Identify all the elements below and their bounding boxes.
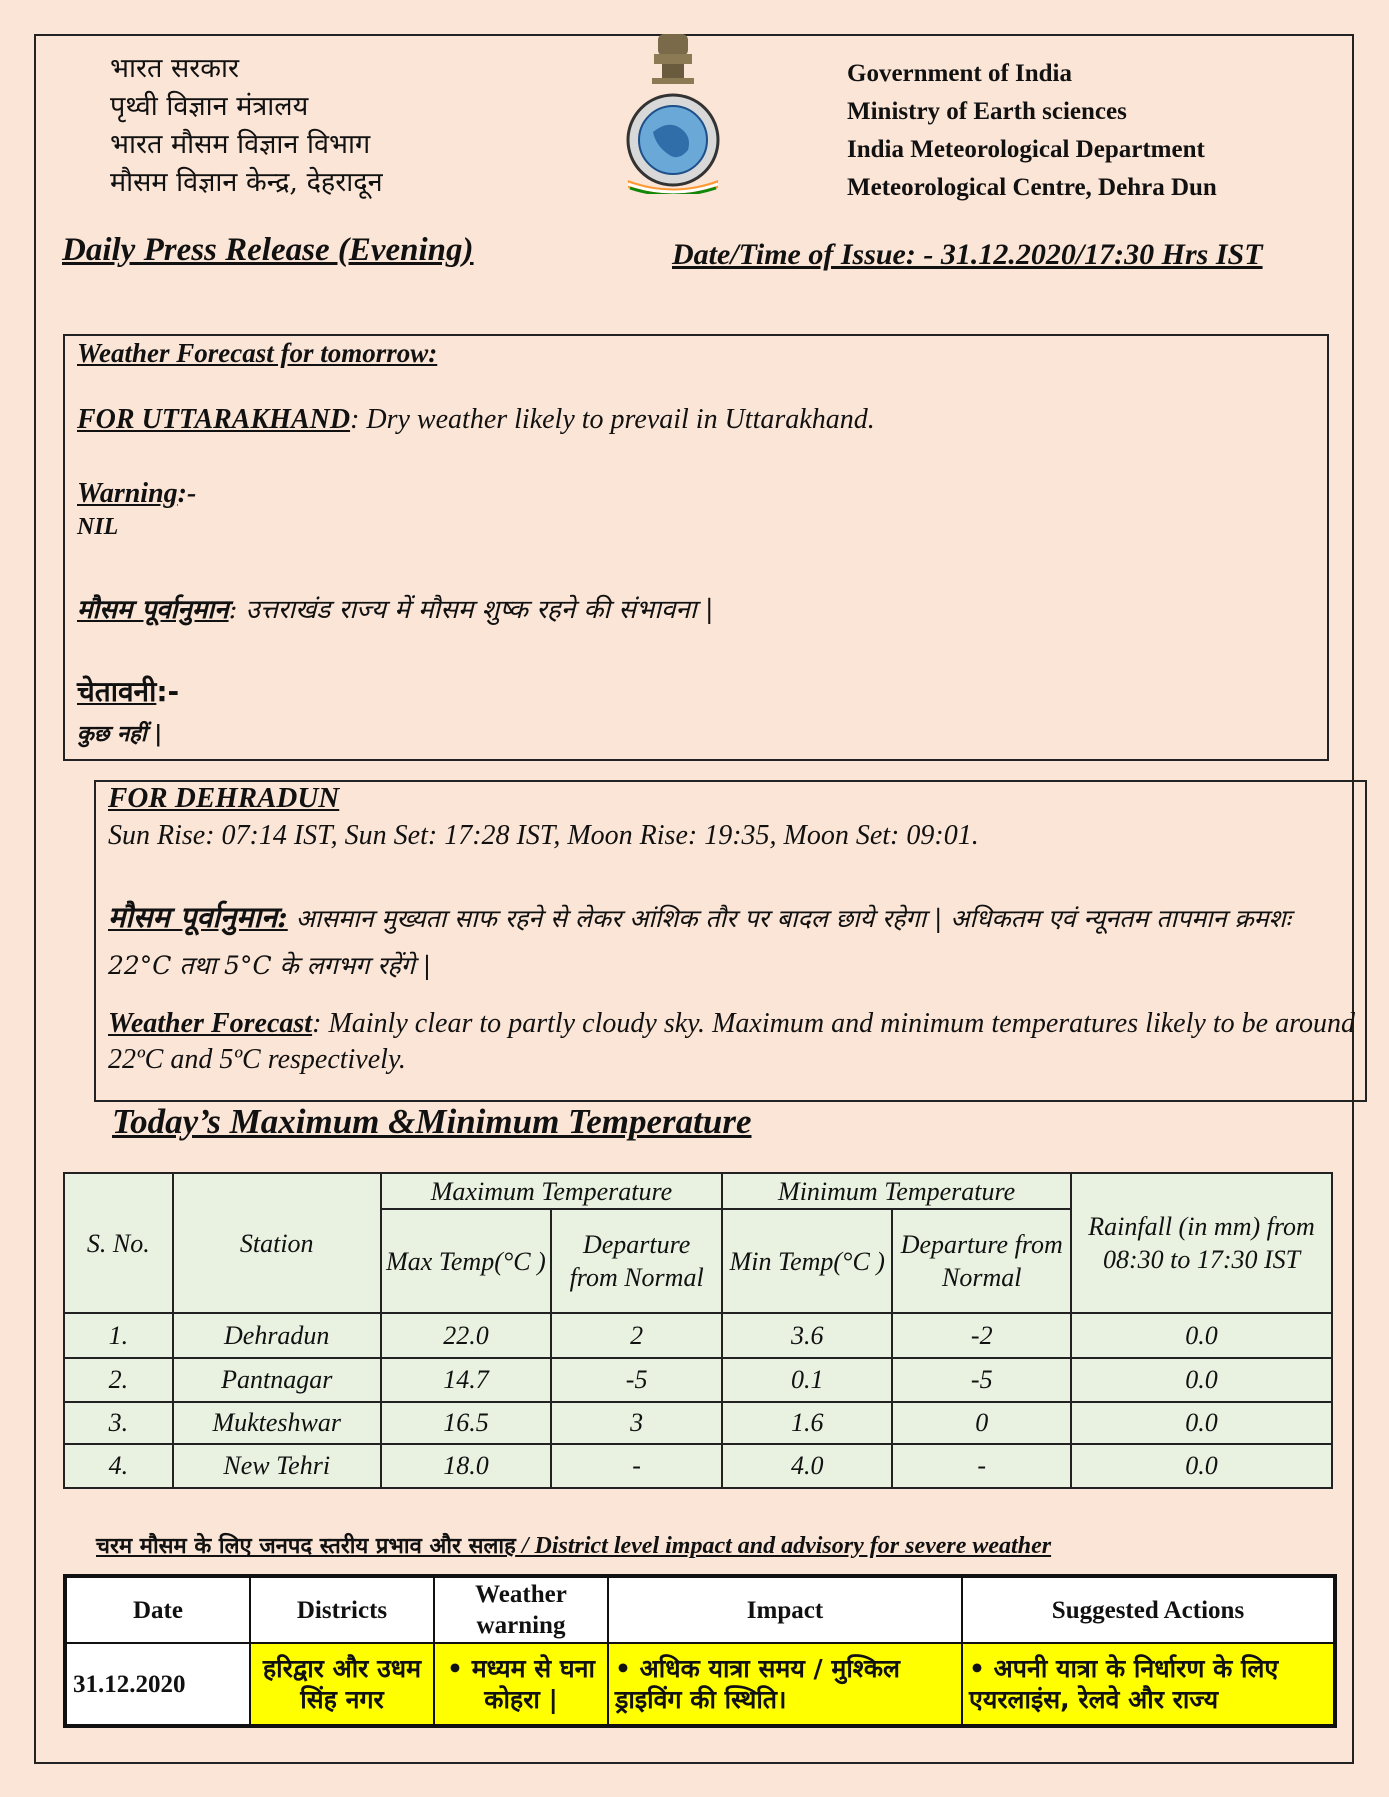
adv-cell-actions: • अपनी यात्रा के निर्धारण के लिए एयरलाइंस, रेलवे और राज्य xyxy=(962,1643,1335,1726)
cell-min-departure: 0 xyxy=(892,1402,1071,1444)
col-header-rainfall: Rainfall (in mm) from 08:30 to 17:30 IST xyxy=(1071,1173,1332,1313)
advisory-title-english: / District level impact and advisory for severe weather xyxy=(515,1533,1052,1559)
adv-cell-date: 31.12.2020 xyxy=(65,1643,250,1726)
hindi-warning-value: कुछ नहीं | xyxy=(77,721,163,747)
sun-moon-times: Sun Rise: 07:14 IST, Sun Set: 17:28 IST, Moon Rise: 19:35, Moon Set: 09:01. xyxy=(108,820,979,851)
col-header-min-group: Minimum Temperature xyxy=(722,1173,1071,1209)
advisory-title-hindi: चरम मौसम के लिए जनपद स्तरीय प्रभाव और सलाह xyxy=(96,1534,516,1559)
header-hindi-line: भारत सरकार xyxy=(110,53,240,84)
header-hindi-line: मौसम विज्ञान केन्द्र, देहरादून xyxy=(110,167,383,198)
advisory-title xyxy=(96,1530,1051,1560)
cell-sno: 4. xyxy=(64,1444,173,1488)
cell-station: Mukteshwar xyxy=(173,1402,381,1444)
cell-station: Dehradun xyxy=(173,1313,381,1357)
hindi-warning-suffix: :- xyxy=(156,675,180,708)
hindi-warning-label: चेतावनी xyxy=(77,675,157,708)
col-header-max-temp: Max Temp(°C ) xyxy=(381,1209,551,1313)
adv-header-districts: Districts xyxy=(250,1576,434,1643)
forecast-tomorrow-heading: Weather Forecast for tomorrow: xyxy=(77,338,438,368)
temperature-section-title: Today’s Maximum &Minimum Temperature xyxy=(112,1102,752,1141)
cell-min: 3.6 xyxy=(722,1313,892,1357)
hindi-forecast-text: : उत्तराखंड राज्य में मौसम शुष्क रहने की संभावना | xyxy=(228,595,714,625)
cell-rainfall: 0.0 xyxy=(1071,1444,1332,1488)
uttarakhand-forecast xyxy=(77,404,875,436)
dehradun-hindi-forecast-text: आसमान मुख्यता साफ रहने से लेकर आंशिक तौर पर बादल छाये रहेगा | अधिकतम एवं न्यूनतम तापमान क्रमशः 22°C तथा 5°C के लगभग रहेंगे | xyxy=(108,904,1291,980)
warning-suffix: :- xyxy=(177,478,197,509)
dehradun-forecast-box xyxy=(94,780,1367,1102)
cell-max-departure: -5 xyxy=(551,1358,722,1402)
table-row xyxy=(64,1402,1332,1444)
col-header-min-temp: Min Temp(°C ) xyxy=(722,1209,892,1313)
dehradun-english-forecast-text: : Mainly clear to partly cloudy sky. Maximum and minimum temperatures likely to be around 22ºC and 5ºC respectively. xyxy=(108,1008,1355,1075)
dehradun-english-forecast xyxy=(108,1006,1355,1078)
adv-header-warning: Weather warning xyxy=(434,1576,608,1643)
cell-max: 14.7 xyxy=(381,1358,551,1402)
warning-label: Warning xyxy=(77,478,178,509)
col-header-min-departure: Departure from Normal xyxy=(892,1209,1071,1313)
cell-sno: 2. xyxy=(64,1358,173,1402)
dehradun-hindi-forecast-label: मौसम पूर्वानुमान: xyxy=(108,900,288,934)
header-english-line: Meteorological Centre, Dehra Dun xyxy=(847,174,1217,201)
cell-station: Pantnagar xyxy=(173,1358,381,1402)
issue-datetime: Date/Time of Issue: - 31.12.2020/17:30 Hrs IST xyxy=(672,238,1263,271)
cell-max: 18.0 xyxy=(381,1444,551,1488)
temperature-table xyxy=(63,1172,1333,1489)
dehradun-hindi-forecast xyxy=(108,894,1355,989)
adv-header-impact: Impact xyxy=(608,1576,962,1643)
hindi-warning xyxy=(77,672,179,710)
cell-rainfall: 0.0 xyxy=(1071,1402,1332,1444)
hindi-forecast xyxy=(77,590,714,626)
cell-min-departure: - xyxy=(892,1444,1071,1488)
adv-cell-impact: • अधिक यात्रा समय / मुश्किल ड्राइविंग की स्थिति। xyxy=(608,1643,962,1726)
uttarakhand-text: : Dry weather likely to prevail in Uttarakhand. xyxy=(350,404,875,435)
uttarakhand-forecast-box xyxy=(63,334,1329,761)
table-row xyxy=(64,1313,1332,1357)
hindi-forecast-label: मौसम पूर्वानुमान xyxy=(77,595,229,625)
dehradun-heading: FOR DEHRADUN xyxy=(108,782,340,814)
header-hindi-line: भारत मौसम विज्ञान विभाग xyxy=(110,129,371,160)
table-row xyxy=(64,1358,1332,1402)
cell-max: 16.5 xyxy=(381,1402,551,1444)
col-header-max-group: Maximum Temperature xyxy=(381,1173,722,1209)
header-hindi-line: पृथ्वी विज्ञान मंत्रालय xyxy=(110,91,309,122)
advisory-table xyxy=(63,1574,1337,1728)
header-english-line: India Meteorological Department xyxy=(847,136,1205,163)
cell-min-departure: -5 xyxy=(892,1358,1071,1402)
cell-min: 4.0 xyxy=(722,1444,892,1488)
table-row xyxy=(64,1444,1332,1488)
header-english xyxy=(847,55,1217,207)
uttarakhand-label: FOR UTTARAKHAND xyxy=(77,404,351,435)
dehradun-english-forecast-label: Weather Forecast xyxy=(108,1008,313,1039)
header-english-line: Government of India xyxy=(847,60,1072,87)
col-header-sno: S. No. xyxy=(64,1173,173,1313)
col-header-max-departure: Departure from Normal xyxy=(551,1209,722,1313)
col-header-station: Station xyxy=(173,1173,381,1313)
adv-header-date: Date xyxy=(65,1576,250,1643)
cell-min: 0.1 xyxy=(722,1358,892,1402)
cell-sno: 3. xyxy=(64,1402,173,1444)
adv-header-actions: Suggested Actions xyxy=(962,1576,1335,1643)
cell-min: 1.6 xyxy=(722,1402,892,1444)
press-release-title: Daily Press Release (Evening) xyxy=(62,232,474,268)
cell-sno: 1. xyxy=(64,1313,173,1357)
warning-value: NIL xyxy=(77,514,119,540)
adv-cell-districts: हरिद्वार और उधम सिंह नगर xyxy=(250,1643,434,1726)
cell-rainfall: 0.0 xyxy=(1071,1313,1332,1357)
warning-line xyxy=(77,478,196,510)
adv-cell-warning: • मध्यम से घना कोहरा | xyxy=(434,1643,608,1726)
cell-max: 22.0 xyxy=(381,1313,551,1357)
cell-max-departure: 2 xyxy=(551,1313,722,1357)
cell-max-departure: - xyxy=(551,1444,722,1488)
cell-station: New Tehri xyxy=(173,1444,381,1488)
header-hindi xyxy=(110,50,383,202)
imd-emblem-icon xyxy=(618,32,728,194)
cell-min-departure: -2 xyxy=(892,1313,1071,1357)
header-english-line: Ministry of Earth sciences xyxy=(847,98,1127,125)
cell-rainfall: 0.0 xyxy=(1071,1358,1332,1402)
table-row xyxy=(65,1643,1335,1726)
cell-max-departure: 3 xyxy=(551,1402,722,1444)
